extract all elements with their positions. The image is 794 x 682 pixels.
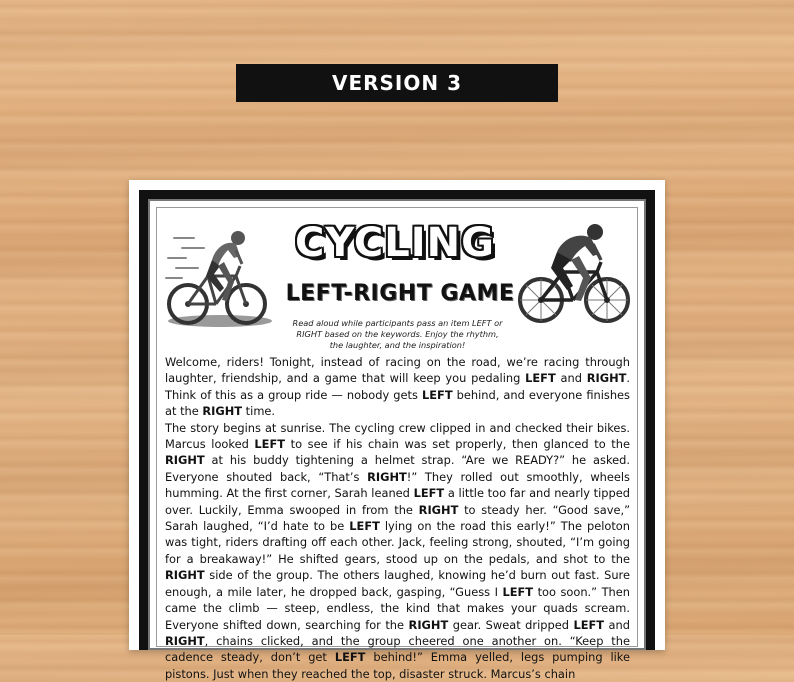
keyword: LEFT <box>254 437 286 452</box>
story-segment: gear. Sweat dripped <box>448 617 574 632</box>
version-label: VERSION 3 <box>331 71 462 95</box>
story-paragraph <box>165 420 630 682</box>
keyword: RIGHT <box>408 617 449 632</box>
story-segment: and <box>555 371 587 386</box>
page-title: CYCLING <box>295 220 495 266</box>
story-segment: to steady her. “Good save,” Sarah laughed, “I’d hate to be <box>165 502 630 534</box>
keyword: RIGHT <box>165 633 205 648</box>
page-subtitle: LEFT-RIGHT GAME <box>285 281 515 306</box>
keyword: LEFT <box>334 650 366 665</box>
story-segment: at his buddy tightening a helmet strap. “Are we READY?” he asked. Everyone shouted back, “That’s <box>165 453 630 484</box>
keyword: RIGHT <box>367 469 407 484</box>
story-text <box>165 354 630 682</box>
story-segment: !” They rolled out smoothly, wheels humming. At the first corner, Sarah leaned <box>165 469 630 501</box>
story-segment: The story begins at sunrise. The cycling crew clipped in and checked their bikes. Marcus looked <box>165 420 630 452</box>
keyword: RIGHT <box>586 371 627 386</box>
story-segment: behind!” Emma yelled, legs pumping like pistons. Just when they reached the top, disaster struck. Marcus’s chain <box>165 650 630 681</box>
cyclist-icon <box>164 226 274 330</box>
story-segment: lying on the road this early!” The peloton was tight, riders drafting off each other. Jack, feeling strong, shouted, “I’m going for a breakaway!” He shifted gears, stood up on the pedals, and shot to the <box>165 519 630 566</box>
keyword: RIGHT <box>418 502 459 517</box>
game-instructions: Read aloud while participants pass an item LEFT or RIGHT based on the keywords. Enjoy the rhythm, the laughter, and the inspiration! <box>292 318 503 350</box>
story-segment: a little too far and nearly tipped over. Luckily, Emma swooped in from the <box>165 486 630 517</box>
version-banner <box>236 64 558 102</box>
story-paragraph <box>165 354 630 420</box>
story-segment: . Think of this as a group ride — nobody gets <box>165 371 631 402</box>
keyword: LEFT <box>573 617 605 632</box>
keyword: LEFT <box>422 387 453 402</box>
keyword: RIGHT <box>202 404 243 419</box>
story-segment: to see if his chain was set properly, then glanced to the <box>285 437 630 452</box>
story-segment: , chains clicked, and the group cheered one another on. “Keep the cadence steady, don’t get <box>165 633 630 665</box>
story-segment: too soon.” Then came the climb — steep, endless, the kind that makes your quads scream. Everyone shifted down, searching for the <box>165 584 630 632</box>
cyclist-icon <box>517 220 633 332</box>
story-segment: behind, and everyone finishes at the <box>165 387 630 419</box>
story-segment: side of the group. The others laughed, knowing he’d burn out fast. Sure enough, a mile later, he dropped back, gasping, “Guess I <box>165 568 630 599</box>
keyword: RIGHT <box>165 568 205 583</box>
keyword: LEFT <box>525 371 556 386</box>
story-segment: Welcome, riders! Tonight, instead of racing on the road, we’re racing through laughter, friendship, and a game that will keep you pedaling <box>165 355 630 386</box>
story-segment: time. <box>242 404 276 419</box>
keyword: LEFT <box>502 584 534 599</box>
keyword: LEFT <box>349 519 380 534</box>
story-segment: and <box>604 617 630 632</box>
keyword: LEFT <box>413 486 445 501</box>
keyword: RIGHT <box>165 453 205 468</box>
